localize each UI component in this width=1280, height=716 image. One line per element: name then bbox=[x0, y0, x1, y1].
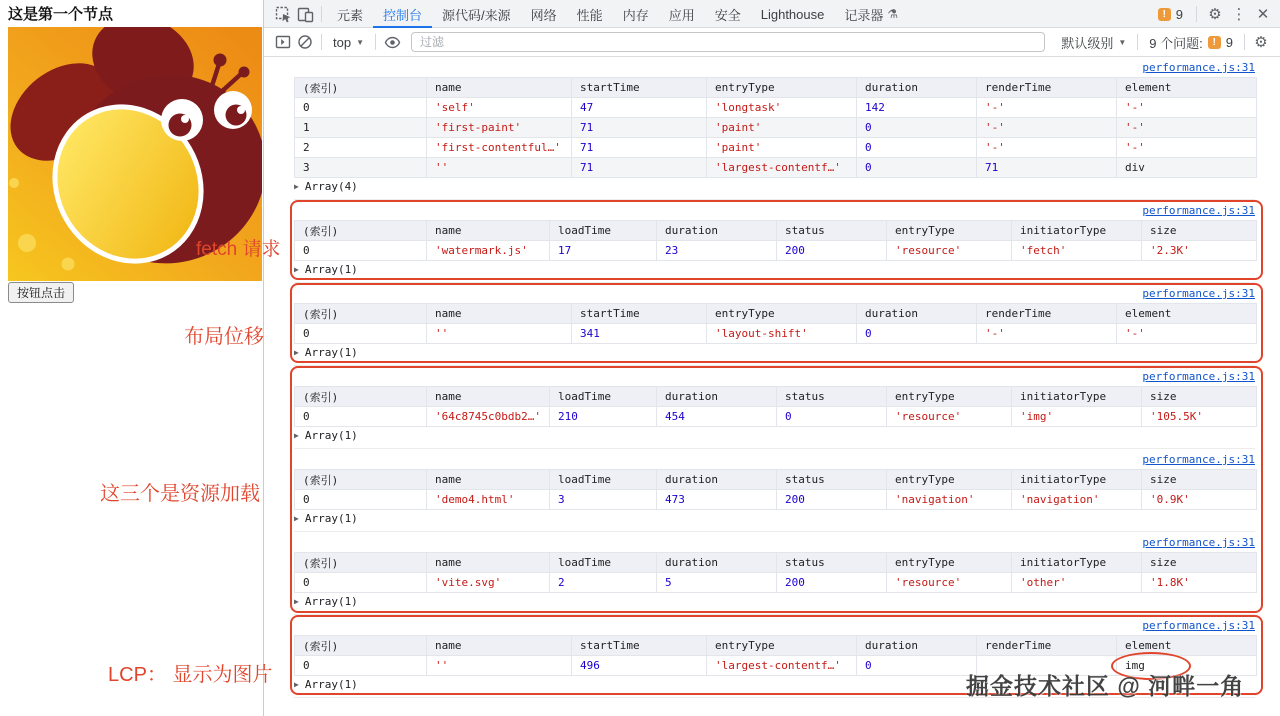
table-cell: 200 bbox=[777, 241, 887, 261]
live-expression-eye-icon[interactable] bbox=[381, 30, 403, 54]
table-cell: 'fetch' bbox=[1012, 241, 1142, 261]
table-header-row bbox=[295, 387, 1257, 407]
console-message bbox=[294, 449, 1255, 532]
array-preview-expander[interactable] bbox=[294, 510, 1255, 527]
source-link[interactable]: performance.js:31 bbox=[1142, 204, 1255, 217]
table-cell: 0 bbox=[295, 573, 427, 593]
column-header[interactable]: duration bbox=[857, 636, 977, 656]
column-header[interactable]: startTime bbox=[572, 304, 707, 324]
source-link-row bbox=[294, 287, 1255, 303]
column-header[interactable]: initiatorType bbox=[1012, 221, 1142, 241]
context-selector[interactable] bbox=[327, 35, 370, 50]
annotation-label-2: 这三个是资源加载 bbox=[100, 483, 260, 505]
console-table bbox=[294, 77, 1257, 178]
console-settings-gear-icon[interactable]: ⚙ bbox=[1254, 33, 1268, 51]
table-cell: 0 bbox=[857, 138, 977, 158]
warning-icon: ! bbox=[1158, 8, 1171, 21]
divider bbox=[321, 6, 322, 22]
table-cell: 0 bbox=[295, 241, 427, 261]
tab-6[interactable] bbox=[659, 0, 705, 28]
table-header-row bbox=[295, 304, 1257, 324]
table-cell: 'navigation' bbox=[887, 490, 1012, 510]
table-cell: 473 bbox=[657, 490, 777, 510]
console-message bbox=[294, 57, 1255, 200]
column-header[interactable]: duration bbox=[857, 78, 977, 98]
column-header[interactable]: (索引) bbox=[295, 387, 427, 407]
column-header[interactable]: loadTime bbox=[550, 470, 657, 490]
table-header-row bbox=[295, 470, 1257, 490]
table-cell: '-' bbox=[1117, 98, 1257, 118]
console-table bbox=[294, 386, 1257, 427]
column-header[interactable]: entryType bbox=[887, 470, 1012, 490]
table-cell: 'first-paint' bbox=[427, 118, 572, 138]
column-header[interactable]: element bbox=[1117, 304, 1257, 324]
close-icon[interactable]: ✕ bbox=[1256, 5, 1270, 23]
column-header[interactable]: loadTime bbox=[550, 387, 657, 407]
tab-9[interactable] bbox=[834, 0, 908, 28]
column-header[interactable]: status bbox=[777, 553, 887, 573]
column-header[interactable]: initiatorType bbox=[1012, 470, 1142, 490]
column-header[interactable]: entryType bbox=[707, 78, 857, 98]
tab-label: 记录器 bbox=[844, 7, 884, 23]
expand-triangle-icon[interactable]: ▶ bbox=[294, 680, 299, 689]
table-cell: 0 bbox=[295, 407, 427, 427]
expand-triangle-icon[interactable]: ▶ bbox=[294, 348, 299, 357]
divider bbox=[375, 34, 376, 50]
divider bbox=[1137, 34, 1138, 50]
column-header[interactable]: renderTime bbox=[977, 78, 1117, 98]
inspect-element-icon[interactable] bbox=[272, 2, 294, 26]
column-header[interactable]: startTime bbox=[572, 78, 707, 98]
table-cell: 'paint' bbox=[707, 118, 857, 138]
divider bbox=[1196, 6, 1197, 22]
source-link-row bbox=[294, 619, 1255, 635]
array-preview-label: Array(1) bbox=[304, 512, 358, 525]
table-cell: 0 bbox=[295, 490, 427, 510]
source-link-row bbox=[294, 204, 1255, 220]
tab-7[interactable] bbox=[705, 0, 751, 28]
source-link-row bbox=[294, 61, 1255, 77]
table-header-row bbox=[295, 78, 1257, 98]
context-selector-value: top bbox=[333, 34, 352, 50]
column-header[interactable]: renderTime bbox=[977, 636, 1117, 656]
table-cell: 5 bbox=[657, 573, 777, 593]
tab-label: 元素 bbox=[337, 7, 364, 23]
column-header[interactable]: size bbox=[1142, 470, 1257, 490]
column-header[interactable]: (索引) bbox=[295, 470, 427, 490]
column-header[interactable]: initiatorType bbox=[1012, 387, 1142, 407]
table-cell: 'watermark.js' bbox=[427, 241, 550, 261]
table-cell: 3 bbox=[295, 158, 427, 178]
table-cell: 'resource' bbox=[887, 573, 1012, 593]
column-header[interactable]: element bbox=[1117, 78, 1257, 98]
issues-badge[interactable] bbox=[1152, 7, 1189, 22]
table-cell: 17 bbox=[550, 241, 657, 261]
annotation-label-1: 布局位移 bbox=[184, 326, 264, 348]
array-preview-label: Array(1) bbox=[304, 678, 358, 691]
column-header[interactable]: (索引) bbox=[295, 636, 427, 656]
column-header[interactable]: (索引) bbox=[295, 221, 427, 241]
array-preview-label: Array(1) bbox=[304, 429, 358, 442]
table-cell: '1.8K' bbox=[1142, 573, 1257, 593]
table-cell: 'self' bbox=[427, 98, 572, 118]
chevron-down-icon: ▼ bbox=[1118, 37, 1127, 47]
table-cell: 71 bbox=[977, 158, 1117, 178]
flask-icon: ⚗ bbox=[887, 7, 899, 21]
tab-8[interactable] bbox=[751, 0, 835, 28]
table-cell: 454 bbox=[657, 407, 777, 427]
tab-label: 性能 bbox=[576, 7, 603, 23]
tab-label: 安全 bbox=[714, 7, 741, 23]
divider bbox=[1244, 34, 1245, 50]
table-cell: 'layout-shift' bbox=[707, 324, 857, 344]
table-row bbox=[295, 324, 1257, 344]
click-button[interactable]: 按钮点击 bbox=[8, 282, 74, 303]
table-row bbox=[295, 573, 1257, 593]
console-table bbox=[294, 303, 1257, 344]
table-row bbox=[295, 138, 1257, 158]
table-header-row bbox=[295, 553, 1257, 573]
column-header[interactable]: duration bbox=[657, 221, 777, 241]
devtools-tabs bbox=[327, 0, 908, 28]
table-row bbox=[295, 98, 1257, 118]
table-cell: div bbox=[1117, 158, 1257, 178]
console-message bbox=[294, 200, 1255, 283]
table-header-row bbox=[295, 221, 1257, 241]
source-link[interactable]: performance.js:31 bbox=[1142, 61, 1255, 74]
table-cell: 341 bbox=[572, 324, 707, 344]
console-filter-input[interactable] bbox=[411, 32, 1045, 52]
source-link[interactable]: performance.js:31 bbox=[1142, 287, 1255, 300]
more-menu-icon[interactable]: ⋮ bbox=[1231, 5, 1247, 23]
array-preview-label: Array(1) bbox=[304, 595, 358, 608]
table-row bbox=[295, 241, 1257, 261]
resource-group-highlight bbox=[294, 366, 1255, 615]
table-cell: '0.9K' bbox=[1142, 490, 1257, 510]
tab-1[interactable] bbox=[373, 0, 432, 28]
console-table bbox=[294, 220, 1257, 261]
table-cell: 1 bbox=[295, 118, 427, 138]
table-cell: '-' bbox=[977, 118, 1117, 138]
log-level-value: 默认级别 bbox=[1061, 35, 1114, 51]
column-header[interactable]: name bbox=[427, 304, 572, 324]
tab-label: 源代码/来源 bbox=[442, 7, 511, 23]
column-header[interactable]: entryType bbox=[887, 221, 1012, 241]
issues-summary-text: 9 个问题: bbox=[1149, 35, 1203, 51]
divider bbox=[321, 34, 322, 50]
tab-5[interactable] bbox=[613, 0, 659, 28]
table-cell: 0 bbox=[857, 656, 977, 676]
table-cell: 'vite.svg' bbox=[427, 573, 550, 593]
column-header[interactable]: (索引) bbox=[295, 553, 427, 573]
table-cell: 'resource' bbox=[887, 241, 1012, 261]
devtools-tabbar bbox=[264, 0, 1280, 28]
tab-label: Lighthouse bbox=[760, 6, 825, 22]
table-cell: '-' bbox=[1117, 324, 1257, 344]
table-cell: 2 bbox=[550, 573, 657, 593]
devtools-panel bbox=[263, 0, 1280, 716]
table-cell: '2.3K' bbox=[1142, 241, 1257, 261]
array-preview-label: Array(4) bbox=[304, 180, 358, 193]
table-cell: 'img' bbox=[1012, 407, 1142, 427]
table-cell: '-' bbox=[1117, 138, 1257, 158]
source-link-row bbox=[294, 453, 1255, 469]
column-header[interactable]: name bbox=[427, 387, 550, 407]
table-cell: '105.5K' bbox=[1142, 407, 1257, 427]
tab-2[interactable] bbox=[432, 0, 521, 28]
source-link[interactable]: performance.js:31 bbox=[1142, 619, 1255, 632]
table-cell: 'paint' bbox=[707, 138, 857, 158]
table-cell: 'largest-contentf…' bbox=[707, 656, 857, 676]
table-cell: '64c8745c0bdb2…' bbox=[427, 407, 550, 427]
tab-3[interactable] bbox=[521, 0, 567, 28]
expand-triangle-icon[interactable]: ▶ bbox=[294, 182, 299, 191]
column-header[interactable]: (索引) bbox=[295, 304, 427, 324]
table-cell: 71 bbox=[572, 138, 707, 158]
table-cell: 0 bbox=[295, 324, 427, 344]
table-header-row bbox=[295, 636, 1257, 656]
source-link[interactable]: performance.js:31 bbox=[1142, 536, 1255, 549]
column-header[interactable]: startTime bbox=[572, 636, 707, 656]
console-sidebar-icon[interactable] bbox=[272, 30, 294, 54]
column-header[interactable]: name bbox=[427, 470, 550, 490]
tabbar-right-controls bbox=[1152, 2, 1274, 26]
column-header[interactable]: initiatorType bbox=[1012, 553, 1142, 573]
console-message bbox=[294, 532, 1255, 615]
table-cell: 0 bbox=[295, 98, 427, 118]
column-header[interactable]: renderTime bbox=[977, 304, 1117, 324]
column-header[interactable]: entryType bbox=[887, 553, 1012, 573]
table-row bbox=[295, 407, 1257, 427]
expand-triangle-icon[interactable]: ▶ bbox=[294, 431, 299, 440]
expand-triangle-icon[interactable]: ▶ bbox=[294, 514, 299, 523]
source-link-row bbox=[294, 536, 1255, 552]
console-log bbox=[264, 57, 1280, 715]
table-cell: 'longtask' bbox=[707, 98, 857, 118]
issues-count: 9 bbox=[1175, 6, 1183, 22]
expand-triangle-icon[interactable]: ▶ bbox=[294, 265, 299, 274]
table-cell: '' bbox=[427, 656, 572, 676]
table-cell: 200 bbox=[777, 490, 887, 510]
settings-gear-icon[interactable]: ⚙ bbox=[1208, 5, 1222, 23]
column-header[interactable]: status bbox=[777, 221, 887, 241]
watermark: 掘金技术社区 @ 河畔一角 bbox=[966, 673, 1245, 699]
expand-triangle-icon[interactable]: ▶ bbox=[294, 597, 299, 606]
column-header[interactable]: (索引) bbox=[295, 78, 427, 98]
table-row bbox=[295, 158, 1257, 178]
annotation-label-0: fetch 请求 bbox=[196, 239, 281, 260]
array-preview-expander[interactable] bbox=[294, 427, 1255, 444]
column-header[interactable]: entryType bbox=[707, 636, 857, 656]
browser-page bbox=[0, 0, 263, 716]
column-header[interactable]: status bbox=[777, 387, 887, 407]
column-header[interactable]: duration bbox=[657, 387, 777, 407]
source-link-row bbox=[294, 370, 1255, 386]
table-cell: 0 bbox=[857, 158, 977, 178]
table-row bbox=[295, 490, 1257, 510]
column-header[interactable]: loadTime bbox=[550, 221, 657, 241]
array-preview-expander[interactable] bbox=[294, 178, 1255, 195]
table-cell: 23 bbox=[657, 241, 777, 261]
table-cell: '-' bbox=[1117, 118, 1257, 138]
column-header[interactable]: loadTime bbox=[550, 553, 657, 573]
column-header[interactable]: entryType bbox=[707, 304, 857, 324]
table-cell: '' bbox=[427, 158, 572, 178]
array-preview-expander[interactable] bbox=[294, 344, 1255, 361]
table-cell: 142 bbox=[857, 98, 977, 118]
array-preview-expander[interactable] bbox=[294, 593, 1255, 610]
table-cell: 210 bbox=[550, 407, 657, 427]
table-cell: 'resource' bbox=[887, 407, 1012, 427]
tab-4[interactable] bbox=[567, 0, 613, 28]
array-preview-expander[interactable] bbox=[294, 261, 1255, 278]
table-cell: 'other' bbox=[1012, 573, 1142, 593]
table-row bbox=[295, 118, 1257, 138]
clear-console-icon[interactable] bbox=[294, 30, 316, 54]
table-cell: 'demo4.html' bbox=[427, 490, 550, 510]
chevron-down-icon: ▼ bbox=[356, 37, 364, 47]
source-link[interactable]: performance.js:31 bbox=[1142, 453, 1255, 466]
table-cell: '-' bbox=[977, 324, 1117, 344]
tab-0[interactable] bbox=[327, 0, 373, 28]
table-cell: 0 bbox=[857, 324, 977, 344]
table-cell: 0 bbox=[777, 407, 887, 427]
table-cell: 3 bbox=[550, 490, 657, 510]
table-cell: 'largest-contentf…' bbox=[707, 158, 857, 178]
column-header[interactable]: element bbox=[1117, 636, 1257, 656]
column-header[interactable]: size bbox=[1142, 553, 1257, 573]
table-cell: 71 bbox=[572, 118, 707, 138]
tab-label: 控制台 bbox=[383, 7, 423, 23]
array-preview-label: Array(1) bbox=[304, 346, 358, 359]
issues-summary[interactable] bbox=[1143, 33, 1239, 52]
console-toolbar bbox=[264, 28, 1280, 57]
column-header[interactable]: name bbox=[427, 78, 572, 98]
device-toolbar-icon[interactable] bbox=[294, 2, 316, 26]
table-cell: 200 bbox=[777, 573, 887, 593]
log-level-selector[interactable] bbox=[1055, 33, 1132, 52]
column-header[interactable]: name bbox=[427, 636, 572, 656]
tab-label: 网络 bbox=[530, 7, 557, 23]
column-header[interactable]: status bbox=[777, 470, 887, 490]
tab-label: 应用 bbox=[668, 7, 695, 23]
tab-label: 内存 bbox=[622, 7, 649, 23]
table-cell: '-' bbox=[977, 138, 1117, 158]
column-header[interactable]: entryType bbox=[887, 387, 1012, 407]
console-message bbox=[294, 283, 1255, 366]
page-title: 这是第一个节点 bbox=[8, 6, 114, 23]
table-cell: 'first-contentful…' bbox=[427, 138, 572, 158]
warning-icon: ! bbox=[1208, 36, 1221, 49]
array-preview-label: Array(1) bbox=[304, 263, 358, 276]
console-table bbox=[294, 469, 1257, 510]
table-cell: 2 bbox=[295, 138, 427, 158]
annotation-label-3: LCP： 显示为图片 bbox=[108, 664, 273, 686]
table-cell: 47 bbox=[572, 98, 707, 118]
table-cell: img bbox=[1117, 656, 1257, 676]
table-cell: 0 bbox=[857, 118, 977, 138]
table-cell: '-' bbox=[977, 98, 1117, 118]
column-header[interactable]: size bbox=[1142, 221, 1257, 241]
column-header[interactable]: duration bbox=[657, 553, 777, 573]
source-link[interactable]: performance.js:31 bbox=[1142, 370, 1255, 383]
issues-summary-count: 9 bbox=[1225, 34, 1233, 50]
column-header[interactable]: name bbox=[427, 221, 550, 241]
console-table bbox=[294, 552, 1257, 593]
table-cell: 0 bbox=[295, 656, 427, 676]
table-cell: 496 bbox=[572, 656, 707, 676]
table-cell: 'navigation' bbox=[1012, 490, 1142, 510]
column-header[interactable]: duration bbox=[657, 470, 777, 490]
column-header[interactable]: duration bbox=[857, 304, 977, 324]
table-cell: 71 bbox=[572, 158, 707, 178]
console-message bbox=[294, 366, 1255, 449]
column-header[interactable]: name bbox=[427, 553, 550, 573]
column-header[interactable]: size bbox=[1142, 387, 1257, 407]
table-cell: '' bbox=[427, 324, 572, 344]
